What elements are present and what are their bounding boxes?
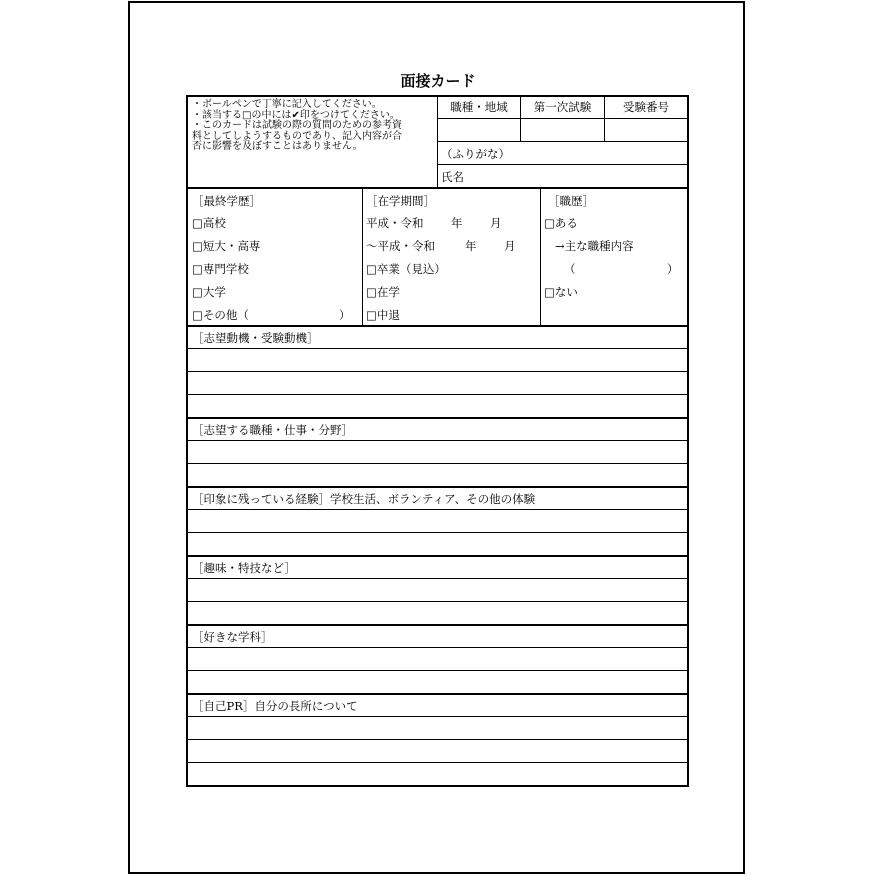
motivation-field[interactable] [188,349,687,417]
job-region-label: 職種・地域 [450,100,508,114]
instruction-line: ・該当する□の中には✔印をつけてください。 [192,109,400,121]
instruction-line: 料としてしようするものであり、記入内容が合 [192,130,402,142]
career-heading: ［職歴］ [548,194,594,208]
divider [188,693,687,695]
period-enrolled-checkbox[interactable]: □在学 [366,285,400,299]
period-to-month-label: 月 [504,239,516,253]
instructions [192,100,438,153]
hobbies-field[interactable] [188,579,687,624]
paren-close: ） [339,308,351,322]
paren-close: ） [667,262,679,276]
experience-field[interactable] [188,510,687,555]
section-motivation-heading: ［志望動機・受験動機］ [192,331,319,345]
period-from-era: 平成・令和 [366,216,424,230]
section-favorite-subject-heading: ［好きな学科］ [192,630,273,644]
career-yes-checkbox[interactable]: □ある [544,216,578,230]
instruction-line: ・ボールペンで丁寧に記入してください。 [192,99,382,110]
name-field[interactable] [468,165,687,187]
education-other-checkbox[interactable]: □その他（ [192,308,249,322]
period-to-era: ～平成・令和 [366,239,435,253]
education-university-checkbox[interactable]: □大学 [192,285,226,299]
section-hobbies-heading: ［趣味・特技など］ [192,561,296,575]
interview-card-form [186,95,689,787]
divider [188,187,687,189]
furigana-field[interactable] [508,142,687,164]
instruction-line: ・このカードは試験の際の質問のための参考資 [192,120,402,131]
exam-number-field[interactable] [605,119,687,141]
divider [188,325,687,327]
section-desired-job-heading: ［志望する職種・仕事・分野］ [192,423,353,437]
job-region-field[interactable] [438,119,520,141]
divider [188,486,687,488]
favorite-subject-field[interactable] [188,648,687,693]
period-heading: ［在学期間］ [366,194,435,208]
divider [540,188,541,325]
education-vocational-checkbox[interactable]: □専門学校 [192,262,249,276]
instruction-line: 否に影響を及ぼすことはありません。 [192,141,363,152]
divider [362,188,363,325]
career-main-job-label: →主な職種内容 [555,239,634,253]
career-no-checkbox[interactable]: □ない [544,285,578,299]
section-experience-heading: ［印象に残っている経験］学校生活、ボランティア、その他の体験 [192,492,536,506]
desired-job-field[interactable] [188,441,687,486]
section-self-pr-heading: ［自己PR］自分の長所について [192,699,358,713]
name-label: 氏名 [441,170,464,184]
education-junior-college-checkbox[interactable]: □短大・高専 [192,239,261,253]
paren-open: （ [564,262,576,276]
divider [188,417,687,419]
first-exam-field[interactable] [521,119,604,141]
furigana-label: （ふりがな） [441,147,510,161]
divider [188,624,687,626]
period-to-year-label: 年 [465,239,477,253]
period-from-month-label: 月 [490,216,502,230]
period-graduated-checkbox[interactable]: □卒業（見込） [366,262,446,276]
period-from-year-label: 年 [451,216,463,230]
form-title: 面接カード [400,72,476,90]
exam-number-label: 受験番号 [623,100,669,114]
first-exam-label: 第一次試験 [533,100,592,114]
period-withdrawn-checkbox[interactable]: □中退 [366,308,400,322]
divider [188,555,687,557]
education-highschool-checkbox[interactable]: □高校 [192,216,226,230]
self-pr-field[interactable] [188,717,687,785]
education-heading: ［最終学歴］ [192,194,261,208]
